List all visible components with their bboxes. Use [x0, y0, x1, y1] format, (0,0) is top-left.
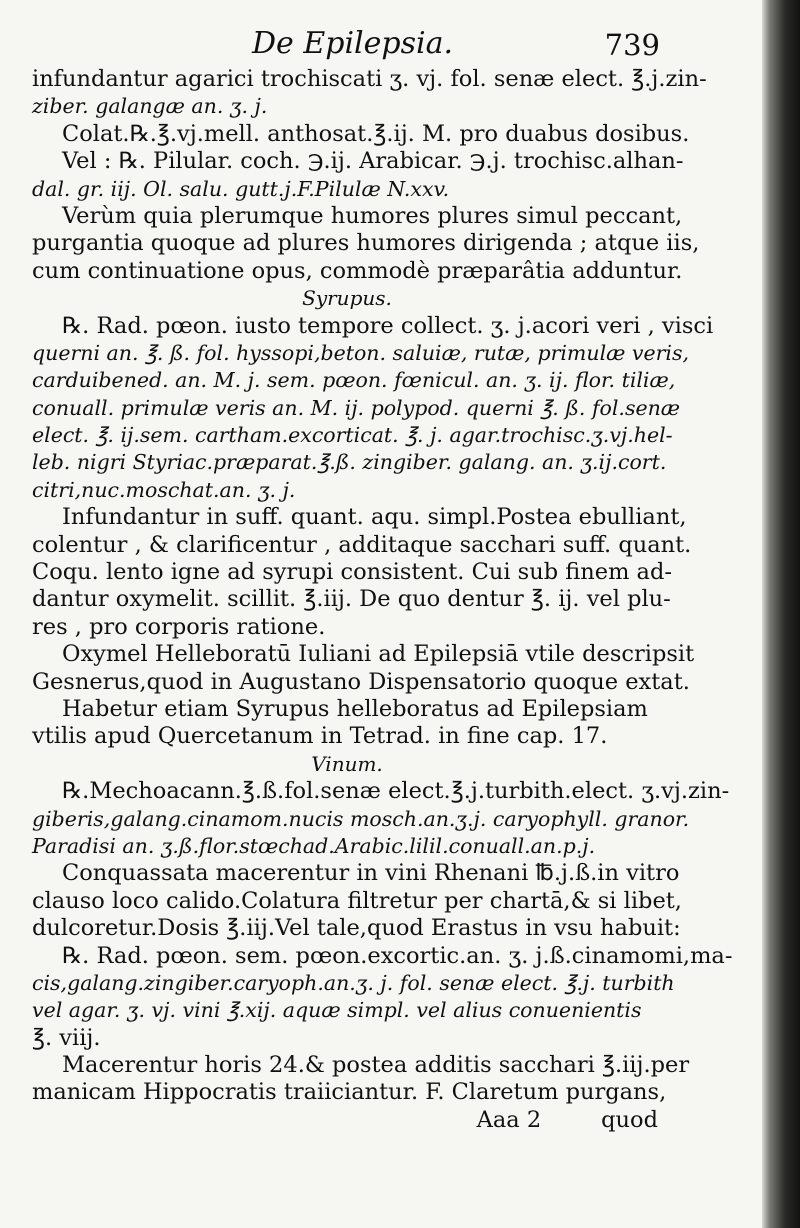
text-line: leb. nigri Styriac.præparat.℥.ß. zingiber. galang. an. ʒ.ij.cort. — [32, 450, 667, 475]
text-line: vel agar. ʒ. vj. vini ℥.xij. aquæ simpl. vel alius conuenientis — [32, 998, 642, 1023]
running-title: De Epilepsia. — [252, 26, 454, 61]
text-line: res , pro corporis ratione. — [32, 613, 326, 640]
text-line: Oxymel Helleboratū Iuliani ad Epilepsiā vtile descripsit — [62, 641, 695, 668]
text-line: Colat.℞.℥.vj.mell. anthosat.℥.ij. M. pro duabus dosibus. — [62, 120, 690, 147]
text-line: elect. ℥. ij.sem. cartham.excorticat. ℥. j. agar.trochisc.ʒ.vj.hel- — [32, 423, 673, 448]
catchword: quod — [601, 1106, 658, 1133]
text-line: Conquassata macerentur in vini Rhenani ℔.j.ß.in vitro — [62, 860, 680, 887]
text-line: citri,nuc.moschat.an. ʒ. j. — [32, 477, 296, 502]
text-line: dulcoretur.Dosis ℥.iij.Vel tale,quod Erastus in vsu habuit: — [32, 915, 681, 942]
text-line: carduibened. an. M. j. sem. pœon. fœnicul. an. ʒ. ij. flor. tiliæ, — [32, 368, 676, 393]
page-header — [32, 26, 660, 66]
text-line: Infundantur in suff. quant. aqu. simpl.Postea ebulliant, — [62, 504, 687, 531]
page-footer — [32, 1107, 662, 1134]
text-line: Vel : ℞. Pilular. coch. ℈.ij. Arabicar. ℈.j. trochisc.alhan- — [62, 148, 684, 175]
text-line: conuall. primulæ veris an. M. ij. polypod. querni ℥. ß. fol.senæ — [32, 395, 681, 420]
text-line: cis,galang.zingiber.caryoph.an.ʒ. j. fol. senæ elect. ℥.j. turbith — [32, 970, 675, 995]
text-line: cum continuatione opus, commodè præparâtia adduntur. — [32, 257, 683, 284]
text-line: Vinum. — [311, 751, 383, 776]
text-line: ℥. viij. — [32, 1024, 101, 1051]
text-line: Gesnerus,quod in Augustano Dispensatorio quoque extat. — [32, 668, 690, 695]
text-line: Verùm quia plerumque humores plures simul peccant, — [62, 202, 683, 229]
text-line: Macerentur horis 24.& postea additis sacchari ℥.iij.per — [62, 1052, 690, 1079]
text-line: ℞.Mechoacann.℥.ß.fol.senæ elect.℥.j.turbith.elect. ʒ.vj.zin- — [62, 778, 730, 805]
text-line: querni an. ℥. ß. fol. hyssopi,beton. saluiæ, rutæ, primulæ veris, — [32, 340, 690, 365]
text-line: manicam Hippocratis traiiciantur. F. Claretum purgans, — [32, 1079, 667, 1106]
text-line: Paradisi an. ʒ.ß.flor.stœchad.Arabic.lilil.conuall.an.p.j. — [32, 833, 596, 858]
text-line: vtilis apud Quercetanum in Tetrad. in fine cap. 17. — [32, 723, 608, 750]
text-line: ℞. Rad. pœon. sem. pœon.excortic.an. ʒ. j.ß.cinamomi,ma- — [62, 942, 733, 969]
text-line: ℞. Rad. pœon. iusto tempore collect. ʒ. j.acori veri , visci — [62, 312, 714, 339]
text-line: dal. gr. iij. Ol. salu. gutt.j.F.Pilulæ N.xxv. — [32, 176, 450, 201]
text-line: dantur oxymelit. scillit. ℥.iij. De quo dentur ℥. ij. vel plu- — [32, 586, 671, 613]
text-line: Syrupus. — [302, 286, 392, 311]
text-line: purgantia quoque ad plures humores dirigenda ; atque iis, — [32, 230, 700, 257]
text-line: ziber. galangæ an. ʒ. j. — [32, 94, 268, 119]
page-number: 739 — [604, 28, 660, 62]
text-line: Habetur etiam Syrupus helleboratus ad Epilepsiam — [62, 695, 648, 722]
text-line: colentur , & clarificentur , additaque sacchari suff. quant. — [32, 531, 692, 558]
book-spine — [762, 0, 800, 1228]
text-line: infundantur agarici trochiscati ʒ. vj. fol. senæ elect. ℥.j.zin- — [32, 66, 707, 92]
page-body — [32, 66, 733, 1134]
signature-mark: Aaa 2 — [476, 1106, 542, 1133]
text-line: clauso loco calido.Colatura filtretur per chartā,& si libet, — [32, 887, 682, 914]
text-line: giberis,galang.cinamom.nucis mosch.an.ʒ.j. caryophyll. granor. — [32, 806, 690, 831]
text-line: Coqu. lento igne ad syrupi consistent. Cui sub finem ad- — [32, 559, 672, 586]
